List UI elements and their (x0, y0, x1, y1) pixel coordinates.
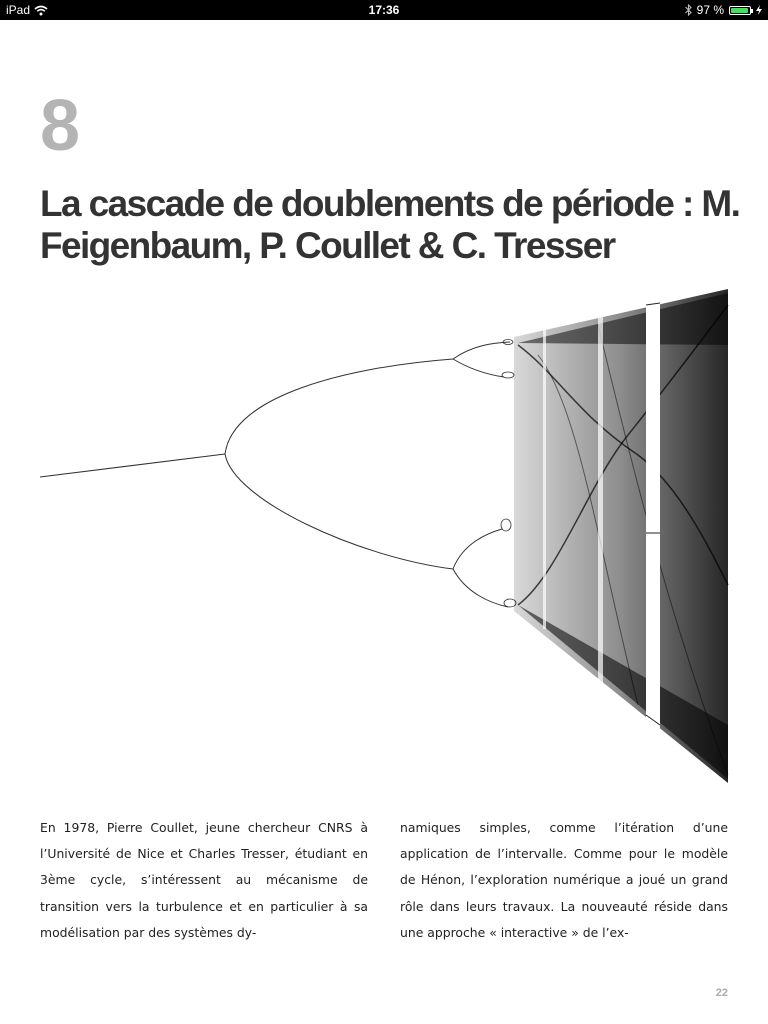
battery-level (731, 8, 748, 13)
battery-tip (751, 9, 753, 13)
body-column-left: En 1978, Pierre Coullet, jeune chercheur CNRS à l’Université de Nice et Charles Tresser, étudiant en 3ème cycle, s’intéressent au mécanisme de transition vers la turbulence et en particulier à sa modélisation par des systèmes dy- (40, 820, 368, 940)
device-label: iPad (6, 3, 31, 17)
chapter-title: La cascade de doublements de période : M. Feigenbaum, P. Coullet & C. Tresser (40, 183, 740, 266)
status-right (685, 3, 762, 17)
page-number: 22 (715, 987, 728, 999)
chapter-number: 8 (40, 86, 81, 166)
bifurcation-diagram (38, 285, 730, 787)
body-column-right: namiques simples, comme l’itération d’une application de l’intervalle. Comme pour le modèle de Hénon, l’exploration numérique a joué un grand rôle dans leurs travaux. La nouveauté réside dans une approche « interactive » de l’ex- (400, 820, 728, 940)
status-bar (0, 0, 768, 20)
bluetooth-icon (685, 4, 692, 16)
charging-icon (756, 5, 762, 15)
clock: 17:36 (368, 3, 400, 17)
battery-icon (729, 6, 751, 15)
battery-percent: 97 % (696, 3, 724, 17)
